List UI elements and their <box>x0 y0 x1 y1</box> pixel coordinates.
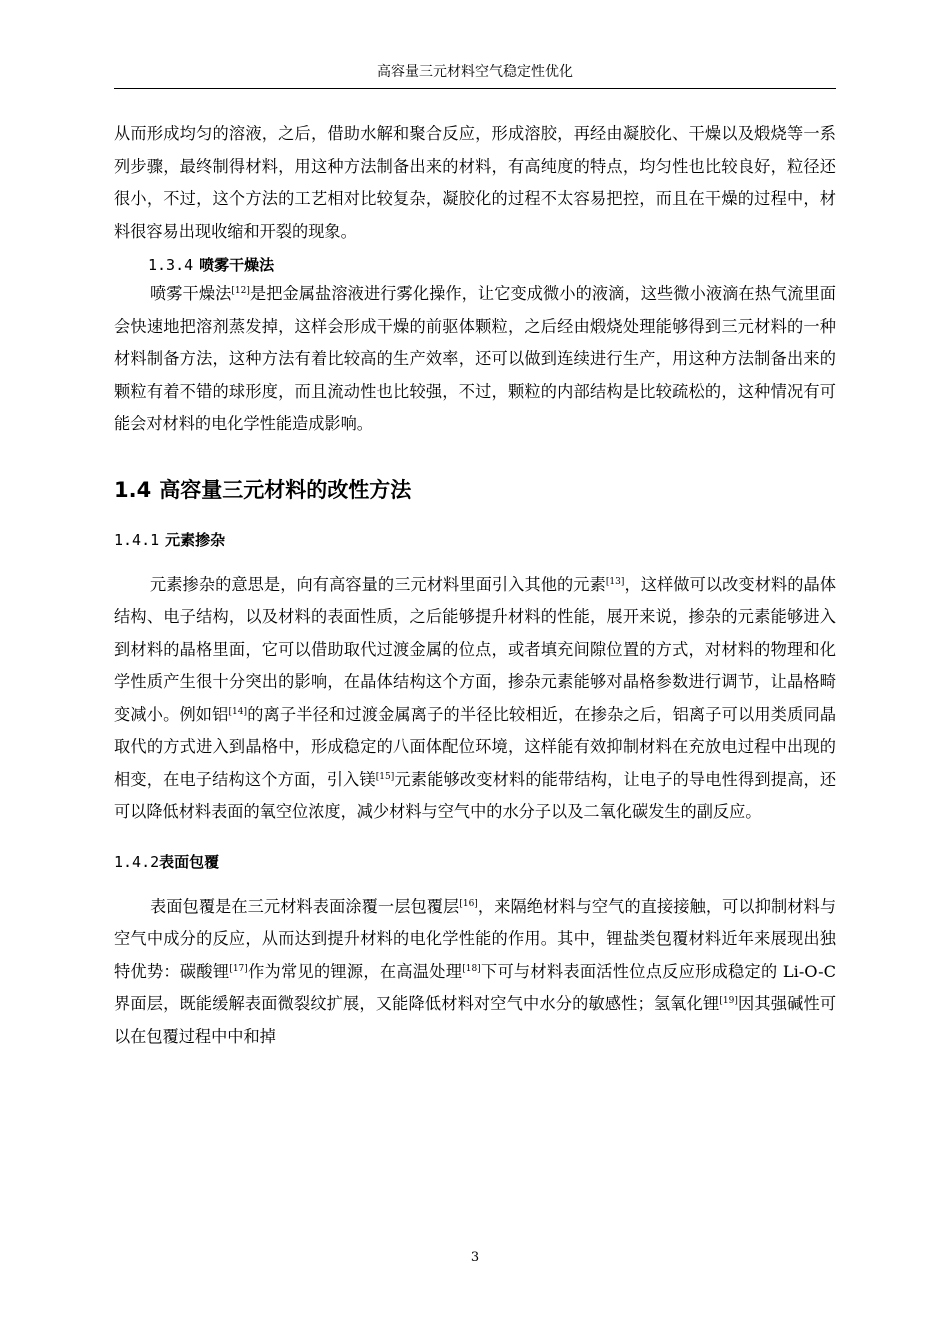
section-1-3-4-heading <box>148 252 836 278</box>
section-title: 喷雾干燥法 <box>199 256 275 274</box>
citation: [15] <box>375 771 395 782</box>
citation: [14] <box>228 706 248 717</box>
paragraph-sol-gel: 从而形成均匀的溶液，之后，借助水解和聚合反应，形成溶胶，再经由凝胶化、干燥以及煅烧等一系列步骤，最终制得材料，用这种方法制备出来的材料，有高纯度的特点，均匀性也比较良好，粒径还很小，不过，这个方法的工艺相对比较复杂，凝胶化的过程不太容易把控，而且在干燥的过程中，材料很容易出现收缩和开裂的现象。 <box>114 124 836 241</box>
paragraph-element-doping: 元素掺杂的意思是，向有高容量的三元材料里面引入其他的元素[13]，这样做可以改变材料的晶体结构、电子结构，以及材料的表面性质，之后能够提升材料的性能，展开来说，掺杂的元素能够进入到材料的晶格里面，它可以借助取代过渡金属的位点，或者填充间隙位置的方式，对材料的物理和化学性质产生很十分突出的影响，在晶体结构这个方面，掺杂元素能够对晶格参数进行调节，让晶格畸变减小。例如铝[14]的离子半径和过渡金属离子的半径比较相近，在掺杂之后，铝离子可以用类质同晶取代的方式进入到晶格中，形成稳定的八面体配位环境，这样能有效抑制材料在充放电过程中出现的相变，在电子结构这个方面，引入镁[15]元素能够改变材料的能带结构，让电子的导电性得到提高，还可以降低材料表面的氧空位浓度，减少材料与空气中的水分子以及二氧化碳发生的副反应。 <box>114 574 837 821</box>
section-1-4-1-heading <box>114 527 836 553</box>
citation: [19] <box>719 996 738 1006</box>
section-number: 1.3.4 <box>148 256 194 274</box>
section-number: 1.4.1 <box>114 530 160 549</box>
header-rule <box>114 88 836 89</box>
paragraph-surface-coating: 表面包覆是在三元材料表面涂覆一层包覆层[16]，来隔绝材料与空气的直接接触，可以抑制材料与空气中成分的反应，从而达到提升材料的电化学性能的作用。其中，锂盐类包覆材料近年来展现出独特优势：碳酸锂[17]作为常见的锂源，在高温处理[18]下可与材料表面活性位点反应形成稳定的 Li-O-C 界面层，既能缓解表面微裂纹扩展，又能降低材料对空气中水分的敏感性；氢氧化锂[19]因其强碱性可以在包覆过程中中和掉 <box>114 896 837 1046</box>
citation: [13] <box>605 576 625 587</box>
section-1-4-2-heading <box>114 849 836 875</box>
page-header: 高容量三元材料空气稳定性优化 <box>377 64 573 80</box>
section-number: 1.4 <box>114 477 152 502</box>
section-title: 表面包覆 <box>159 852 220 871</box>
paragraph-spray-drying: 喷雾干燥法[12]是把金属盐溶液进行雾化操作，让它变成微小的液滴，这些微小液滴在热气流里面会快速地把溶剂蒸发掉，这样会形成干燥的前驱体颗粒，之后经由煅烧处理能够得到三元材料的一种材料制备方法，这种方法有着比较高的生产效率，还可以做到连续进行生产，用这种方法制备出来的颗粒有着不错的球形度，而且流动性也比较强，不过，颗粒的内部结构是比较疏松的，这种情况有可能会对材料的电化学性能造成影响。 <box>114 284 836 433</box>
section-title: 元素掺杂 <box>165 530 226 549</box>
citation: [17] <box>229 963 248 974</box>
citation: [18] <box>462 963 481 974</box>
section-1-4-heading <box>114 475 836 505</box>
section-number: 1.4.2 <box>114 852 160 871</box>
page-number: 3 <box>470 1250 480 1265</box>
page-body <box>114 118 836 1053</box>
citation: [12] <box>231 286 250 296</box>
section-title: 高容量三元材料的改性方法 <box>159 477 412 502</box>
citation: [16] <box>459 898 478 909</box>
